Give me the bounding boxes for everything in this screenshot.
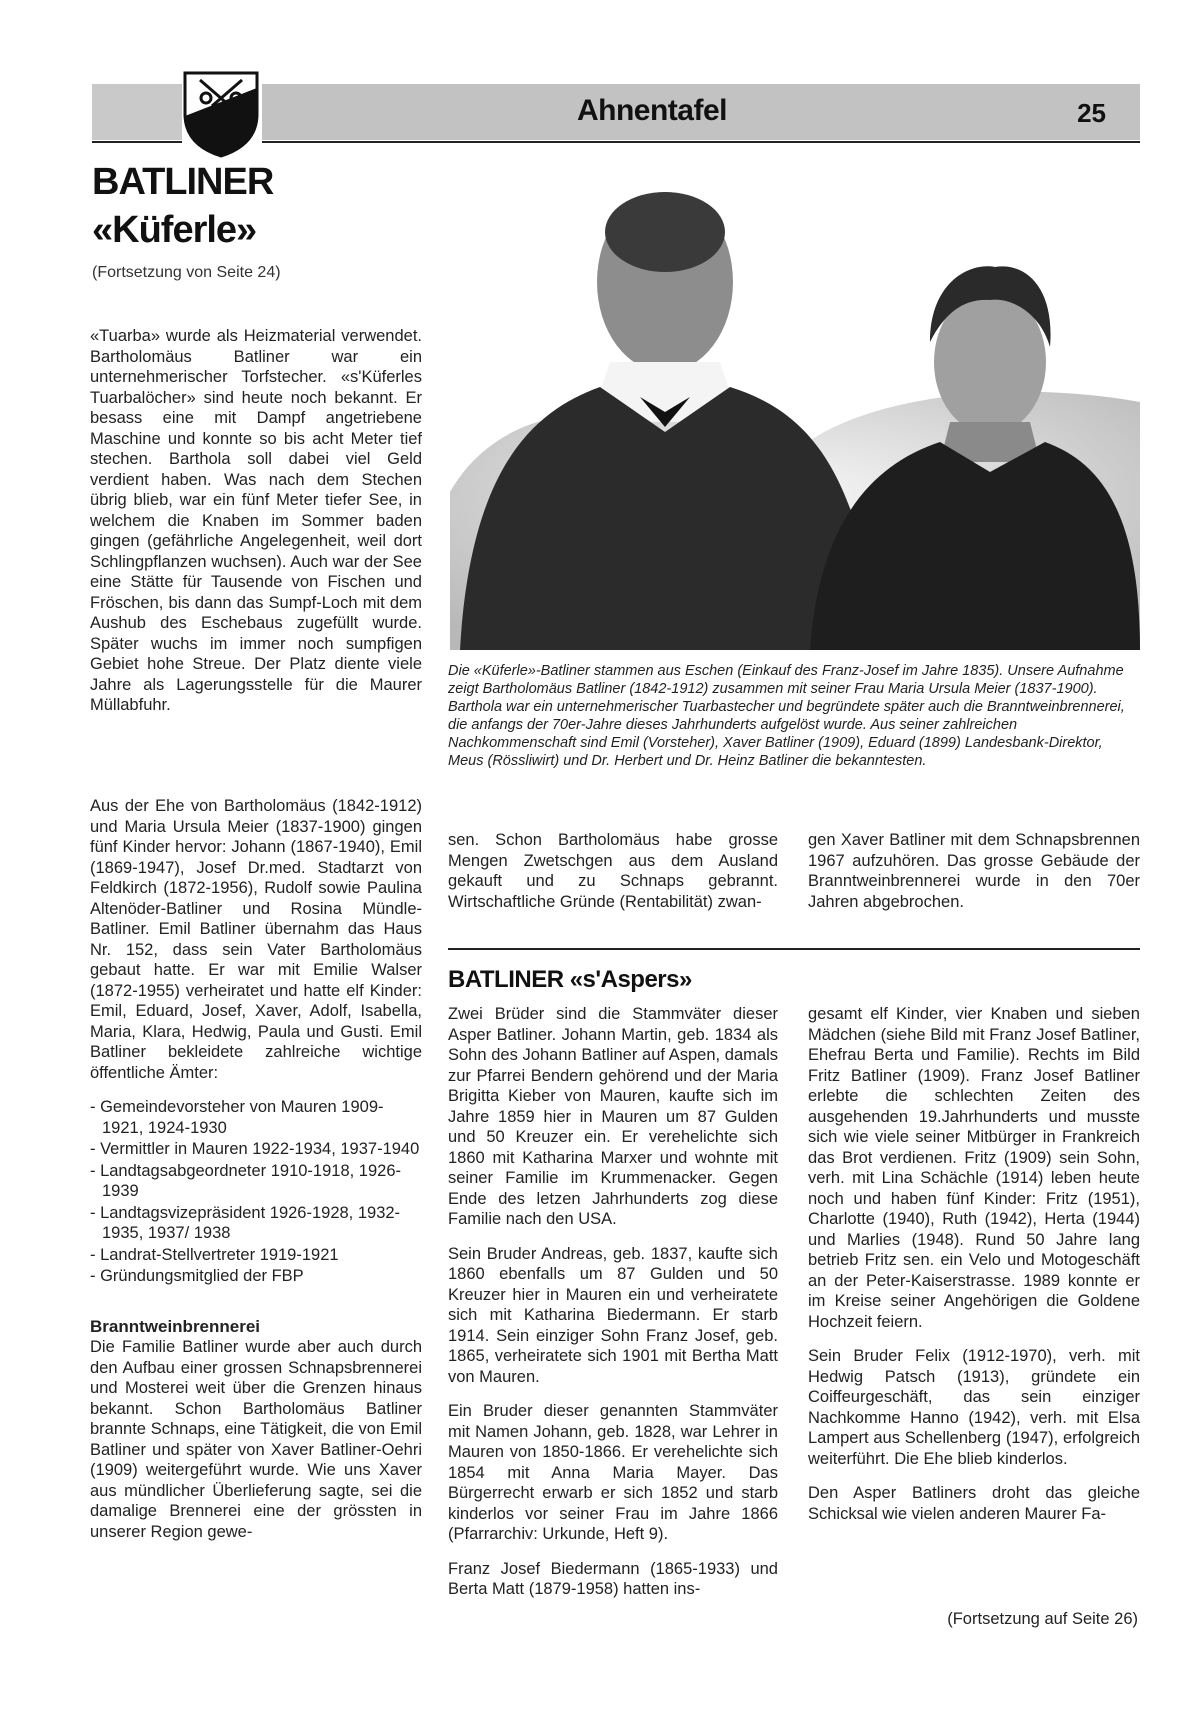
- list-item: - Landrat-Stellvertreter 1919-1921: [90, 1245, 339, 1264]
- section2-middle-column: [448, 1004, 778, 1614]
- header-rule-left: [92, 141, 182, 143]
- article-title-line1: BATLINER: [92, 161, 274, 203]
- list-item: - Landtagsabgeordneter 1910-1918, 1926-1939: [90, 1161, 401, 1200]
- article-title-line2: «Küferle»: [92, 209, 257, 251]
- page-number: 25: [1077, 98, 1106, 128]
- subheading-branntweinbrennerei: Branntweinbrennerei: [90, 1316, 261, 1336]
- header-band-left: [92, 84, 182, 140]
- paragraph: Zwei Brüder sind die Stammväter dieser Asper Batliner. Johann Martin, geb. 1834 als Sohn des Johann Batliner auf Aspen, damals zur Pfarrei Bendern gehörend und der Maria Brigitta Kieber von Mauren, kaufte sich im Jahre 1859 hier in Mauren um 87 Gulden und 50 Kreuzer ein. Er verehelichte sich 1860 mit Katharina Marxer und wohnte mit seiner Familie im Krummenacker. Gegen Ende des letzen Jahrhunderts zog diese Familie nach den USA.: [448, 1005, 778, 1228]
- paragraph: Aus der Ehe von Bartholomäus (1842-1912) und Maria Ursula Meier (1837-1900) gingen fünf Kinder hervor: Johann (1867-1940), Emil (1869-1947), Josef Dr.med. Stadtarzt von Feldkirch (1872-1956), Rudolf sowie Paulina Altenöder-Batliner und Rosina Mündle-Batliner. Emil Batliner übernahm das Haus Nr. 152, dass sein Vater Bartholomäus gebaut hatte. Er war mit Emilie Walser (1872-1955) verheiratet und hatte elf Kinder: Emil, Eduard, Josef, Xaver, Adolf, Isabella, Maria, Klara, Hedwig, Paula und Gusti. Emil Batliner bekleidete zahlreiche wichtige öffentliche Ämter:: [90, 797, 422, 1082]
- photo-caption: Die «Küferle»-Batliner stammen aus Eschen (Einkauf des Franz-Josef im Jahre 1835). Unsere Aufnahme zeigt Bartholomäus Batliner (1842-1912) zusammen mit seiner Frau Maria Ursula Meier (1837-1900). Barthola war ein unternehmerischer Tuarbastecher und begründete später auch die Branntweinbrennerei, die anfangs der 70er-Jahre dieses Jahrhunderts aufgelöst wurde. Aus seiner zahlreichen Nachkommenschaft sind Emil (Vorsteher), Xaver Batliner (1909), Eduard (1899) Landesbank-Direktor, Meus (Rössliwirt) und Dr. Herbert und Dr. Heinz Batliner die bekanntesten.: [448, 663, 1125, 769]
- left-column-top: [90, 326, 422, 730]
- paragraph: Sein Bruder Andreas, geb. 1837, kaufte sich 1860 ebenfalls um 87 Gulden und 50 Kreuzer hier in Mauren ein und verheiratete sich mit Katharina Biedermann. Er starb 1914. Sein einziger Sohn Franz Josef, geb. 1865, verheiratete sich 1901 mit Bertha Matt von Mauren.: [448, 1244, 778, 1386]
- left-column: [90, 796, 422, 1556]
- middle-continuation: [448, 830, 778, 926]
- paragraph: Die Familie Batliner wurde aber auch durch den Aufbau einer grossen Schnapsbrennerei und Mosterei weit über die Grenzen hinaus bekannt. Schon Bartholomäus Batliner brannte Schnaps, eine Tätigkeit, die von Emil Batliner und später von Xaver Batliner-Oehri (1909) weitergeführt wurde. Wie uns Xaver aus mündlicher Überlieferung sagte, sei die damalige Brennerei eine der grössten in unserer Region gewe-: [90, 1338, 422, 1541]
- offices-list: [90, 1097, 422, 1287]
- paragraph: sen. Schon Bartholomäus habe grosse Mengen Zwetschgen aus dem Ausland gekauft und zu Schnaps gebrannt. Wirtschaftliche Gründe (Rentabilität) zwan-: [448, 831, 778, 911]
- paragraph: Sein Bruder Felix (1912-1970), verh. mit Hedwig Patsch (1913), gründete ein Coiffeurgeschäft, das sein einziger Nachkomme Hanno (1942), verh. mit Elsa Lampert aus Schellenberg (1947), erfolgreich weiterführt. Die Ehe blieb kinderlos.: [808, 1347, 1140, 1468]
- right-continuation: [808, 830, 1140, 926]
- paragraph: gen Xaver Batliner mit dem Schnapsbrennen 1967 aufzuhören. Das grosse Gebäude der Branntweinbrennerei wurde in den 70er Jahren abgebrochen.: [808, 831, 1140, 911]
- article-title: [92, 158, 273, 254]
- list-item: - Vermittler in Mauren 1922-1934, 1937-1940: [90, 1140, 420, 1158]
- section-divider: [448, 948, 1140, 950]
- continued-to-note: (Fortsetzung auf Seite 26): [947, 1610, 1138, 1628]
- paragraph: gesamt elf Kinder, vier Knaben und sieben Mädchen (siehe Bild mit Franz Josef Batliner, Ehefrau Berta und Familie). Rechts im Bild Fritz Batliner (1909). Franz Josef Batliner erlebte die schlechten Zeiten des ausgehenden 19.Jahrhunderts und musste sich wie viele seiner Mitbürger in Frankreich das Brot verdienen. Fritz (1909) sein Sohn, verh. mit Lina Schächle (1914) leben heute noch und haben fünf Kinder: Fritz (1951), Charlotte (1940), Ruth (1942), Herta (1944) und Marlies (1948). Rund 50 Jahre lang betrieb Fritz sen. ein Velo und Motogeschäft an der Peter-Kaiserstrasse. 1989 konnte er im Kreise seiner Angehörigen die Goldene Hochzeit feiern.: [808, 1005, 1140, 1331]
- paragraph: Franz Josef Biedermann (1865-1933) und Berta Matt (1879-1958) hatten ins-: [448, 1559, 778, 1598]
- paragraph: Ein Bruder dieser genannten Stammväter mit Namen Johann, geb. 1828, war Lehrer in Mauren von 1850-1866. Er verehelichte sich 1854 mit Anna Maria Mayer. Das Bürgerrecht erwarb er sich 1852 und starb kinderlos vor seiner Frau im Jahre 1866 (Pfarrarchiv: Urkunde, Heft 9).: [448, 1402, 778, 1543]
- section-title: Ahnentafel: [576, 94, 727, 127]
- list-item: - Gemeindevorsteher von Mauren 1909-1921, 1924-1930: [90, 1098, 384, 1137]
- paragraph: Den Asper Batliners droht das gleiche Schicksal wie vielen anderen Maurer Fa-: [808, 1484, 1140, 1523]
- section2-right-column: [808, 1004, 1140, 1538]
- header-rule-main: [262, 141, 1140, 143]
- continued-from-note: (Fortsetzung von Seite 24): [92, 264, 281, 281]
- paragraph: «Tuarba» wurde als Heizmaterial verwendet. Bartholomäus Batliner war ein unternehmerischer Torfstecher. «s'Küferles Tuarbalöcher» sind heute noch bekannt. Er besass eine mit Dampf angetriebene Maschine und konnte so bis acht Meter tief stechen. Barthola soll dabei viel Geld verdient haben. Was nach dem Stechen übrig blieb, war ein fünf Meter tiefer See, in welchem die Knaben im Sommer baden gingen (gefährliche Angelegenheit, weil dort Schlingpflanzen wuchsen). Auch war der See eine Stätte für Tausende von Fischen und Fröschen, bis dann das Sumpf-Loch mit dem Aushub des Eschebaus zugefüllt wurde. Später wuchs im immer noch sumpfigen Gebiet hohe Streue. Der Platz diente viele Jahre als Lagerungsstelle für die Maurer Müllabfuhr.: [90, 327, 422, 714]
- coat-of-arms-icon: [182, 70, 260, 158]
- portrait-photo: [450, 172, 1140, 650]
- list-item: - Landtagsvizepräsident 1926-1928, 1932-1935, 1937/ 1938: [90, 1203, 401, 1242]
- section2-title: BATLINER «s'Aspers»: [448, 966, 692, 993]
- list-item: - Gründungsmitglied der FBP: [90, 1267, 304, 1285]
